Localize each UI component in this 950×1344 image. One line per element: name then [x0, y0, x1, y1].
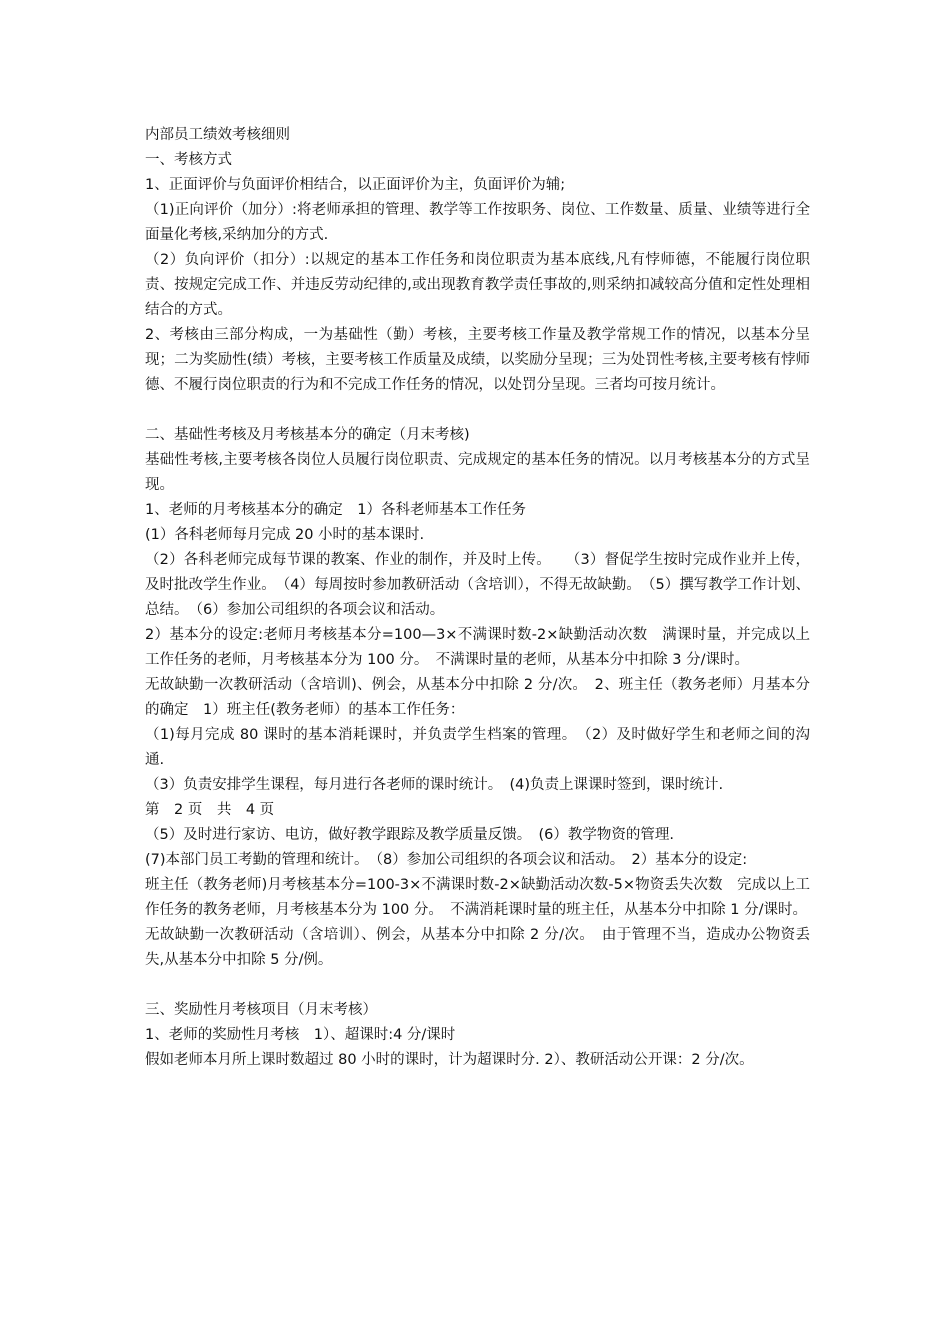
paragraph: 1、老师的奖励性月考核 1）、超课时:4 分/课时 — [145, 1027, 456, 1043]
paragraph: 2、考核由三部分构成，一为基础性（勤）考核，主要考核工作量及教学常规工作的情况，以基本分呈现；二为奖励性(绩）考核，主要考核工作质量及成绩，以奖励分呈现；三为处罚性考核,主要考核有悖师德、不履行岗位职责的行为和不完成工作任务的情况，以处罚分呈现。三者均可按月统计。 — [145, 327, 810, 393]
document-title: 内部员工绩效考核细则 — [145, 127, 290, 143]
paragraph: 2）基本分的设定:老师月考核基本分=100—3×不满课时数-2×缺勤活动次数 满课时量，并完成以上工作任务的老师，月考核基本分为 100 分。 不满课时量的老师，从基本分中扣除 3 分/课时。 — [145, 627, 810, 668]
paragraph: 基础性考核,主要考核各岗位人员履行岗位职责、完成规定的基本任务的情况。以月考核基本分的方式呈现。 — [145, 452, 810, 493]
paragraph: (1）各科老师每月完成 20 小时的基本课时. — [145, 527, 425, 543]
paragraph: （2）负向评价（扣分）:以规定的基本工作任务和岗位职责为基本底线,凡有悖师德，不能履行岗位职责、按规定完成工作、并违反劳动纪律的,或出现教育教学责任事故的,则采纳扣减较高分值和定性处理相结合的方式。 — [145, 252, 810, 318]
paragraph: 班主任（教务老师)月考核基本分=100-3×不满课时数-2×缺勤活动次数-5×物资丢失次数 完成以上工作任务的教务老师，月考核基本分为 100 分。 不满消耗课时量的班主任，从基本分中扣除 1 分/课时。 — [145, 877, 810, 918]
paragraph-gap — [145, 973, 810, 998]
paragraph: (7)本部门员工考勤的管理和统计。 （8）参加公司组织的各项会议和活动。 2）基本分的设定: — [145, 852, 748, 868]
paragraph: （2）各科老师完成每节课的教案、作业的制作，并及时上传。 （3）督促学生按时完成作业并上传，及时批改学生作业。 （4）每周按时参加教研活动（含培训），不得无故缺勤。 （5）撰写教学工作计划、总结。 （6）参加公司组织的各项会议和活动。 — [145, 552, 810, 618]
paragraph: （3）负责安排学生课程，每月进行各老师的课时统计。 (4)负责上课课时签到，课时统计. — [145, 777, 724, 793]
paragraph: 1、正面评价与负面评价相结合，以正面评价为主，负面评价为辅; — [145, 177, 566, 193]
paragraph: 1、老师的月考核基本分的确定 1）各科老师基本工作任务 — [145, 502, 526, 518]
paragraph: 二、基础性考核及月考核基本分的确定（月末考核) — [145, 427, 470, 443]
paragraph: 第 2 页 共 4 页 — [145, 802, 275, 818]
paragraph: 一、考核方式 — [145, 152, 232, 168]
paragraph: （5）及时进行家访、电访，做好教学跟踪及教学质量反馈。 (6）教学物资的管理. — [145, 827, 674, 843]
paragraph: 三、奖励性月考核项目（月末考核） — [145, 1002, 377, 1018]
paragraph: （1)每月完成 80 课时的基本消耗课时，并负责学生档案的管理。 （2）及时做好学生和老师之间的沟通. — [145, 727, 810, 768]
paragraph: 假如老师本月所上课时数超过 80 小时的课时，计为超课时分. 2）、教研活动公开课：2 分/次。 — [145, 1052, 754, 1068]
paragraph-gap — [145, 398, 810, 423]
paragraph: （1)正向评价（加分）:将老师承担的管理、教学等工作按职务、岗位、工作数量、质量、业绩等进行全面量化考核,采纳加分的方式. — [145, 202, 810, 243]
document-body — [145, 123, 810, 1073]
paragraph: 无故缺勤一次教研活动（含培训)、例会，从基本分中扣除 2 分/次。 2、班主任（教务老师）月基本分的确定 1）班主任(教务老师）的基本工作任务： — [145, 677, 810, 718]
paragraph: 无故缺勤一次教研活动（含培训）、例会，从基本分中扣除 2 分/次。 由于管理不当，造成办公物资丢失,从基本分中扣除 5 分/例。 — [145, 927, 810, 968]
